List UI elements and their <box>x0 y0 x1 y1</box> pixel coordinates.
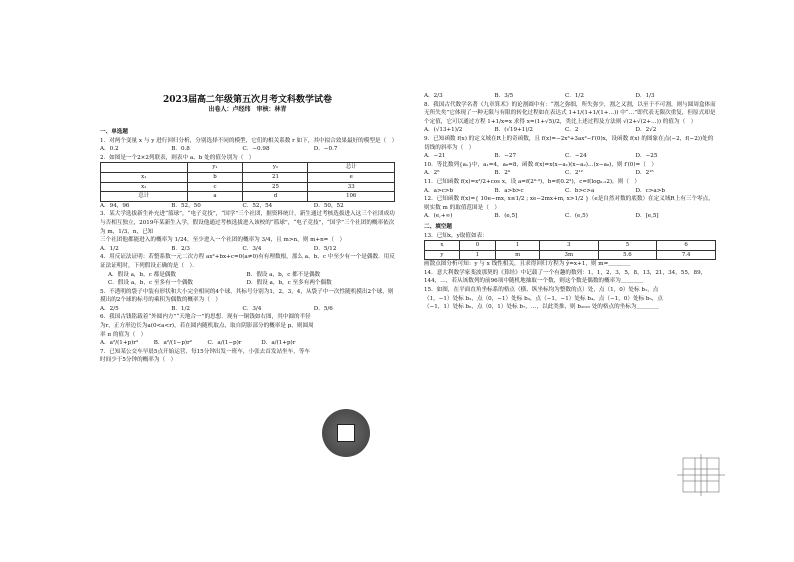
table-cell: 1 <box>496 241 540 251</box>
table-row <box>425 241 716 251</box>
table-cell: 1 <box>459 250 495 260</box>
table-cell <box>101 163 188 173</box>
question-13-cont: 画散点图分析可知：y 与 x 线性相关，且求得回归方程为 ŷ=x+1，则 m=＿＿＿＿ <box>424 261 631 268</box>
table-cell: 总计 <box>308 163 395 173</box>
option: C．2 <box>565 127 579 134</box>
table-cell: x₂ <box>101 182 188 192</box>
lattice-grid-figure <box>675 454 727 496</box>
coin-square-hole <box>337 424 355 442</box>
option: D．5/12 <box>313 245 337 252</box>
option: D．5/6 <box>313 305 333 312</box>
option: D．1/3 <box>635 93 655 99</box>
option: A．(√13+1)/2 <box>424 127 463 134</box>
option: B．3/5 <box>494 93 514 99</box>
option: B．a>b>c <box>494 187 524 194</box>
question-7: 7．已知某公交车早晨5点开始运营，每15分钟出发一班车，小张去首发站坐车，等车时间少于5分钟的概率为（ ） <box>100 348 311 364</box>
question-8-options <box>424 126 716 135</box>
option: A．假设 a，b，c 都是偶数 <box>108 271 176 278</box>
table-cell: 106 <box>308 192 395 202</box>
table-cell: 5 <box>598 241 657 251</box>
option: B．(e,5] <box>494 213 518 220</box>
option: B．0.8 <box>171 146 190 153</box>
option: C．a/(1−p)r <box>207 340 242 347</box>
table-row <box>101 172 395 182</box>
option: D．−0.7 <box>313 146 338 153</box>
table-cell: 6 <box>657 241 716 251</box>
table-cell: d <box>243 192 308 202</box>
table-cell: 7.4 <box>657 250 716 260</box>
question-6-options <box>100 339 325 348</box>
option: B．2/3 <box>171 245 190 252</box>
option: A．94，96 <box>100 202 130 209</box>
page-subtitle: 出卷人：卢经纬 审核：林青 <box>208 106 287 113</box>
question-4: 4．用反证法证明：若整系数一元二次方程 ax²+bx+c=0(a≠0)有有理数根，那么 a、b、c 中至少有一个是偶数．用反证法证明时，下列假设正确的是（ ）． <box>100 254 395 269</box>
table-cell: y₂ <box>243 163 308 173</box>
table-cell: x₁ <box>101 172 188 182</box>
table-cell: e <box>308 172 395 182</box>
section-single-choice: 一、单选题 <box>100 129 128 135</box>
option: A．(e,+∞) <box>424 213 453 220</box>
option: B．−27 <box>494 153 517 160</box>
question-6: 6．我国古钱铭载着“外圆内方”“天地合一”的思想．现有一铜钱如右图，其中圆的半径为r，正方形边长为a(0<a<r)，若在圆内随机取点，取自阴影部分的概率是 p，则圆周率 π 的值为（ ） <box>100 314 314 338</box>
table-cell: a <box>187 192 243 202</box>
ancient-coin-figure <box>322 409 370 457</box>
question-10-options <box>424 169 716 178</box>
option: C．52，54 <box>242 202 273 209</box>
option: A．a>c>b <box>424 187 454 194</box>
question-13: 13．已知x，y取值如表： <box>424 232 488 239</box>
option: B．假设 a，b，c 都不是偶数 <box>246 271 321 278</box>
table-cell: x <box>425 241 460 251</box>
option: A．−21 <box>424 153 446 160</box>
option: A．2/3 <box>424 93 443 99</box>
question-11: 11．已知函数 f(x)=x²/2+cos x，设 a=f(2⁰·³)，b=f(0.2²)，c=f(log₀.₂2)，则（ ） <box>424 178 641 185</box>
option: C．−0.98 <box>242 146 270 153</box>
question-9-options <box>424 152 716 161</box>
option: B．a²/(1−p)r² <box>153 340 193 347</box>
table-cell: 3m <box>540 250 599 260</box>
table-cell: b <box>187 172 243 182</box>
table-row <box>425 250 716 260</box>
table-cell: 33 <box>308 182 395 192</box>
question-2-options <box>100 202 395 211</box>
table-cell: 21 <box>243 172 308 182</box>
option: B．1/2 <box>171 305 190 312</box>
option: D．2√2 <box>635 127 657 134</box>
option: D．[e,5] <box>635 213 659 220</box>
left-column <box>100 126 398 365</box>
option: B．(√19+1)/2 <box>494 127 533 134</box>
table-cell: c <box>187 182 243 192</box>
option: A．a²/(1+p)r² <box>100 340 139 347</box>
option: C．3/4 <box>242 305 262 312</box>
option: D．−25 <box>635 153 658 160</box>
option: D．a/(1+p)r <box>261 340 296 347</box>
question-8: 8．我国古代数学名著《九章算术》的论割圆中有：“割之弥细，所失弥少，割之又割，以至于不可割，则与圆周盒体而无所失矣”它体现了一种无限与有限的转化过程如在表达式 1+1/(1+1/(1+…)) 中“…”即代表无限次重复，但原式却是个定值，它可以通过方程 1+1/x=x 求得 x=(1+√5)/2，类比上述过程及方法则 √(2+√(2+…)) 的值为（ ） <box>424 101 716 125</box>
question-12-options <box>424 212 716 221</box>
question-3-options <box>100 245 395 254</box>
right-column <box>424 92 716 312</box>
question-5-options <box>100 305 395 314</box>
table-cell: 25 <box>243 182 308 192</box>
option: D．50，52 <box>313 202 344 209</box>
table-cell: m <box>496 250 540 260</box>
question-4-options-a <box>100 271 395 280</box>
xy-table <box>424 240 716 260</box>
table-cell: y <box>425 250 460 260</box>
question-4-options-b <box>100 279 395 288</box>
option: C．3/4 <box>242 245 262 252</box>
table-row <box>101 163 395 173</box>
question-14: 14．意大利数学家斐波那契的《算经》中记载了一个有趣的数列：1，1，2，3，5，8，13，21，34，55，89，144，…，若从该数列的前96项中随机地抽取一个数，则这个数是偶数的概率为＿＿＿＿ <box>424 269 707 285</box>
question-15: 15．如图，在平面直角坐标系的格点（横、纵坐标均为整数的点）处，点（1，0）处标 b₁，点（1，−1）处标 b₂，点（0，−1）处标 b₃，点（−1，−1）处标 b₄，点（−1，0）处标 b₅，点（−1，1）处标 b₆，点（0，1）处标 b₇，…，以此类推，则 b₂₀₂₃ 处的格点的坐标为＿＿＿＿ <box>424 287 663 311</box>
question-3: 3．某大学选拔新生补充进“篮球”，“电子竞技”，“国学”三个社团，据资料统计，新生通过考核选拔进入这三个社团成功与否相互独立，2019年某新生入学，假设他通过考核选拔进入该校的“篮球”，“电子竞技”，“国学”三个社团的概率依次为 m，1/3，n，已知 <box>100 211 395 235</box>
option: D．假设 a，b，c 至多有两个偶数 <box>246 280 332 287</box>
table-row <box>101 182 395 192</box>
question-12: 12．已知函数 f(x)={ 10e−mx, x≤1/2 ; xe−2mx+m, x>1/2 }（e是自然对数的底数）在定义域R上有三个零点，则实数 m 的取值范围是（ ） <box>424 196 714 211</box>
option: A．1/2 <box>100 245 119 252</box>
question-11-options <box>424 187 716 196</box>
table-cell: 总计 <box>101 192 188 202</box>
table-cell: 5.6 <box>598 250 657 260</box>
option: C．2¹² <box>565 170 583 177</box>
question-5: 5．不透明的袋子中装有形状和大小完全相同的4个球，其标号分别为1，2，3，4，从袋子中一次性随机摸出2个球，则摸出的2个球的标号的乘积为偶数的概率为（ ） <box>100 288 394 304</box>
question-1: 1．对两个变量 x 与 y 进行回归分析，分别选择不同的模型，它们的相关系数 r 如下，其中拟合效果最好的模型是（ ） <box>100 137 398 144</box>
option: A．2/5 <box>100 305 119 312</box>
option: D．c>a>b <box>635 187 666 194</box>
option: C．假设 a，b，c 至多有一个偶数 <box>108 280 194 287</box>
question-1-options <box>100 145 395 154</box>
table-row <box>101 192 395 202</box>
option: B．52，50 <box>171 202 201 209</box>
option: C．(e,5) <box>565 213 588 220</box>
table-cell: 3 <box>540 241 599 251</box>
table-cell: y₁ <box>187 163 243 173</box>
section-fill-blank: 二、填空题 <box>424 223 452 230</box>
question-7-options <box>424 92 716 101</box>
question-9: 9．已知函数 f(x) 的定义域在R上的奇函数，且 f(x)=−2x³+3ax²−f′(0)x，设函数 f(x) 的图象在点(−2，f(−2))处的切线的斜率为（ ） <box>424 135 714 151</box>
option: B．2⁹ <box>494 170 511 177</box>
option: A．2⁶ <box>424 170 440 177</box>
option: C．b>c>a <box>565 187 595 194</box>
table-cell: 0 <box>459 241 495 251</box>
question-10: 10．等比数列{aₙ}中，a₁=4，a₈=8，函数 f(x)=x(x−a₁)(x−a₂)…(x−a₈)，则 f′(0)=（ ） <box>424 161 658 168</box>
option: C．1/2 <box>565 93 584 99</box>
question-2: 2．如图是一个2×2列联表，则表中 a、b 处的值分别为（ ） <box>100 154 255 161</box>
question-3-cont: 三个社团他都能进入的概率为 1/24，至少进入一个社团的概率为 3/4，且 m>n，则 m+n=（ ） <box>100 237 346 244</box>
option: D．2¹⁵ <box>635 170 654 177</box>
page-title: 2023届高二年级第五次月考文科数学试卷 <box>162 95 333 105</box>
option: A．0.2 <box>100 146 119 153</box>
option: C．−24 <box>565 153 587 160</box>
contingency-table <box>100 162 395 201</box>
